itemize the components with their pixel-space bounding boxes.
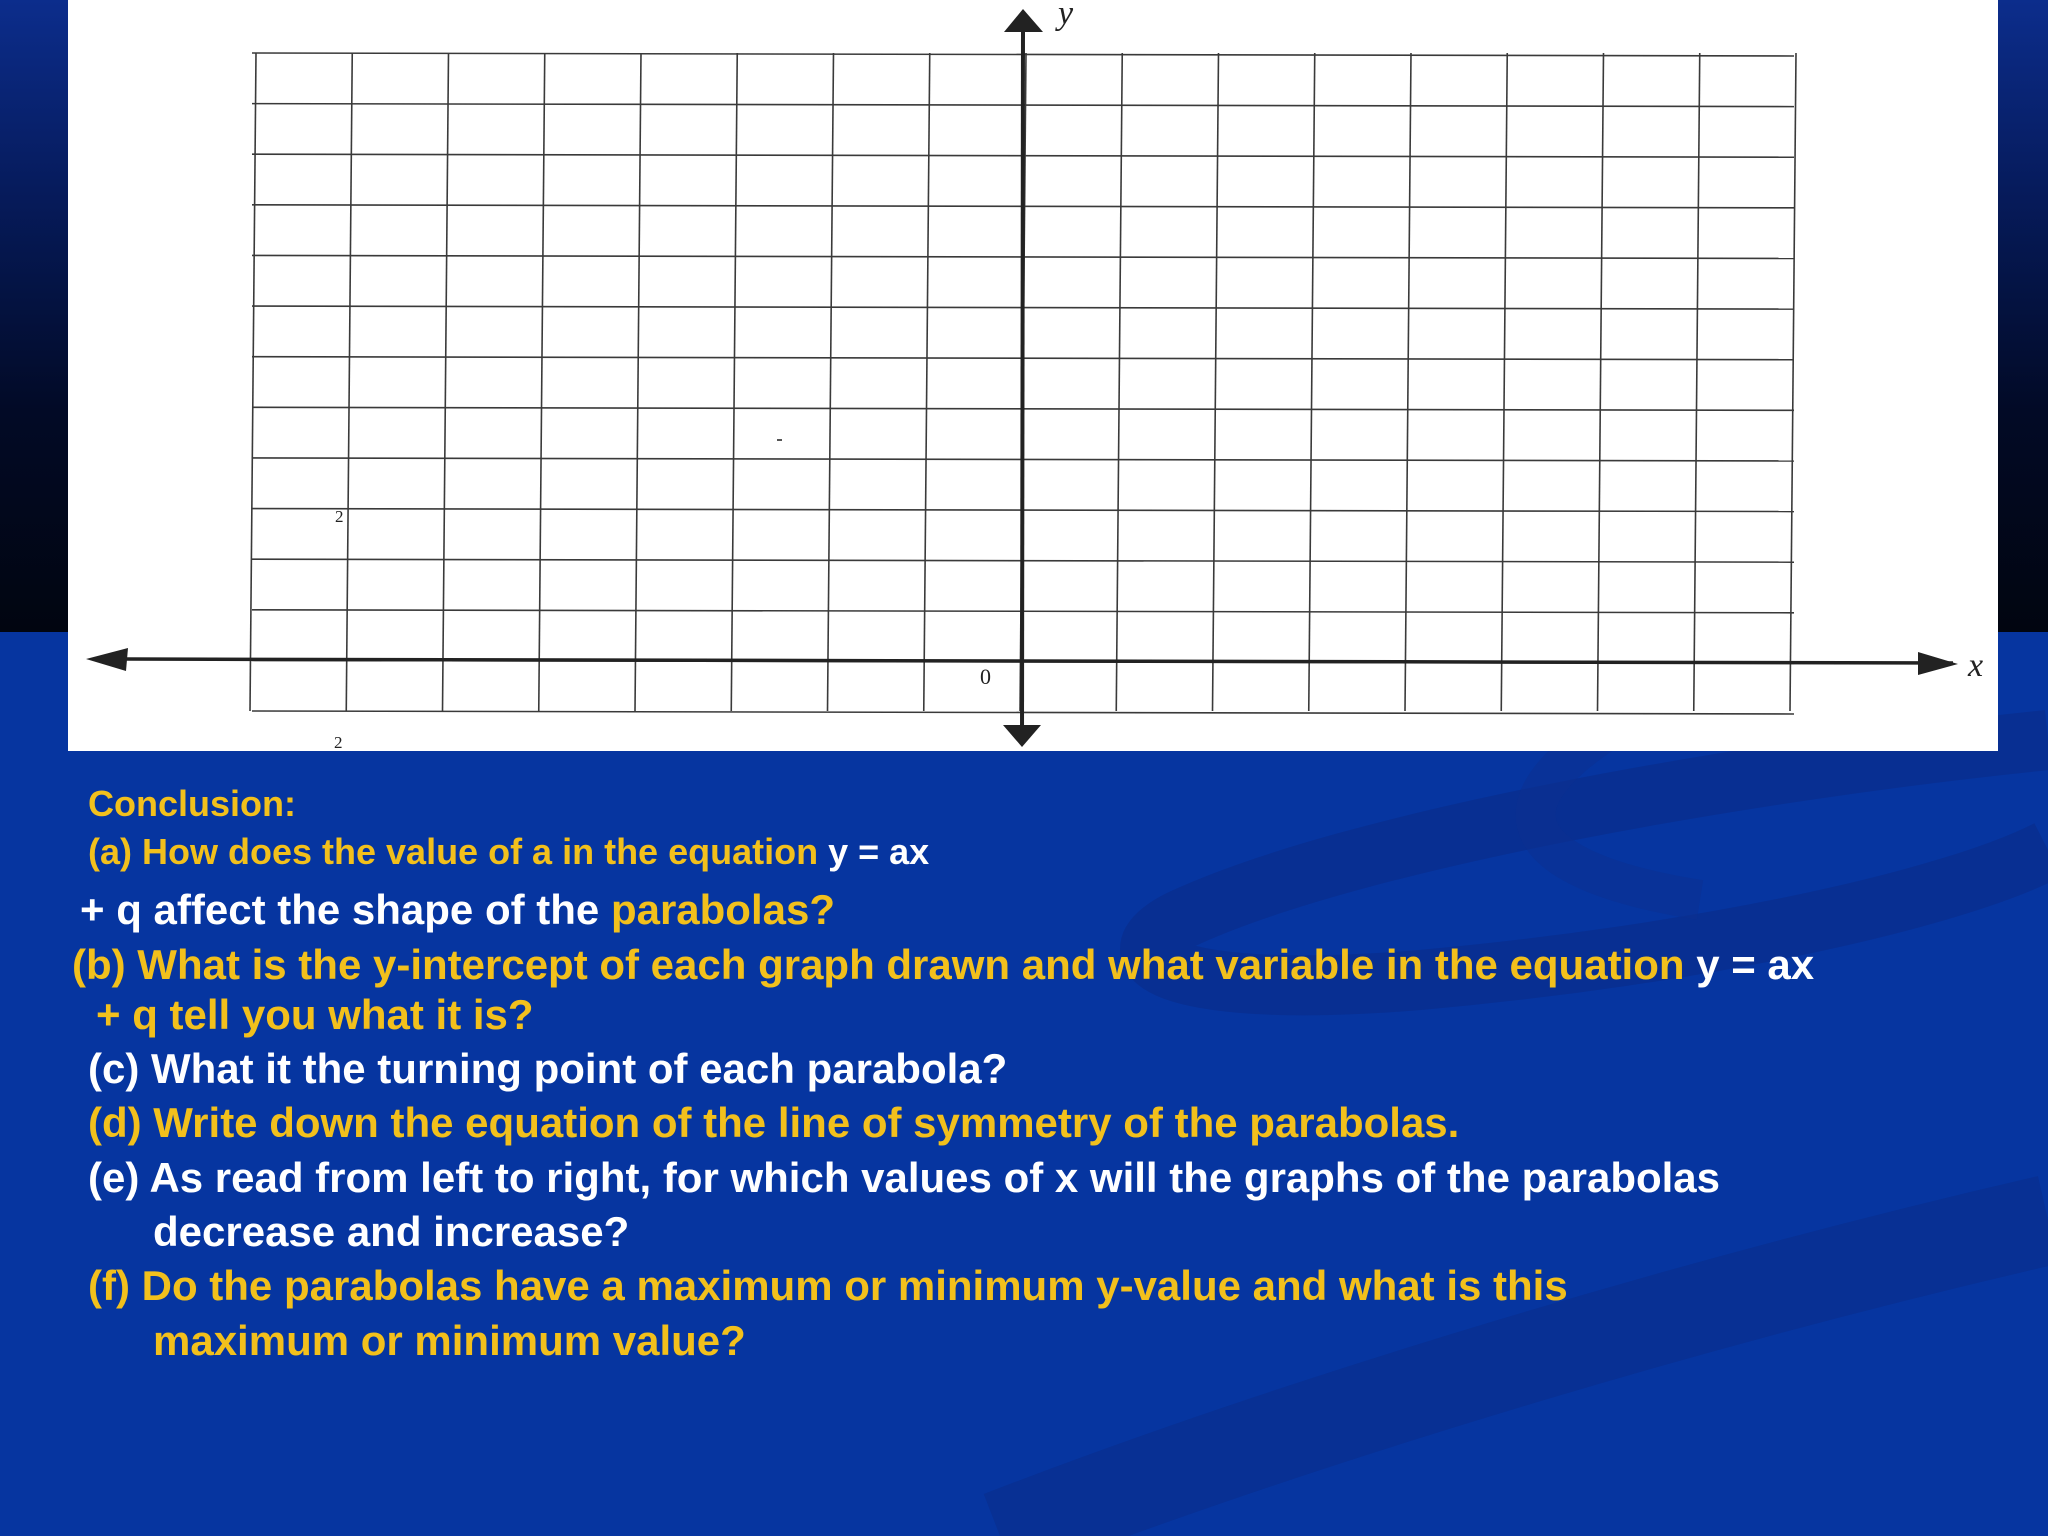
question-e-line1: (e) As read from left to right, for which values of x will the graphs of the parabolas (88, 1154, 1721, 1201)
x-axis-label: x (1968, 647, 1984, 684)
question-a-line2 (80, 886, 836, 933)
tick-label-2-lower: 2 (334, 733, 343, 751)
question-a-parabolas: parabolas? (610, 886, 836, 933)
question-f-line1: (f) Do the parabolas have a maximum or minimum y-value and what is this (88, 1262, 1568, 1309)
origin-label: 0 (980, 664, 991, 689)
question-a-line1 (88, 831, 930, 872)
conclusion-heading: Conclusion: (88, 783, 296, 824)
question-a-text: (a) How does the value of a in the equation (88, 831, 829, 872)
question-b-line1 (72, 941, 1815, 988)
question-b-text: (b) What is the y-intercept of each graph drawn and what variable in the equation (72, 941, 1697, 988)
tick-label-2-upper: 2 (335, 507, 344, 526)
question-d: (d) Write down the equation of the line of symmetry of the parabolas. (88, 1099, 1460, 1146)
question-a-equation: y = ax (828, 831, 930, 872)
question-b-equation: y = ax (1696, 941, 1815, 988)
question-f-line2: maximum or minimum value? (153, 1317, 746, 1364)
question-c: (c) What it the turning point of each parabola? (88, 1045, 1008, 1092)
question-b-line2: + q tell you what it is? (96, 991, 534, 1038)
question-a-continuation: + q affect the shape of the (80, 886, 611, 933)
question-e-line2: decrease and increase? (153, 1208, 630, 1255)
y-axis-label: y (1058, 0, 1074, 32)
